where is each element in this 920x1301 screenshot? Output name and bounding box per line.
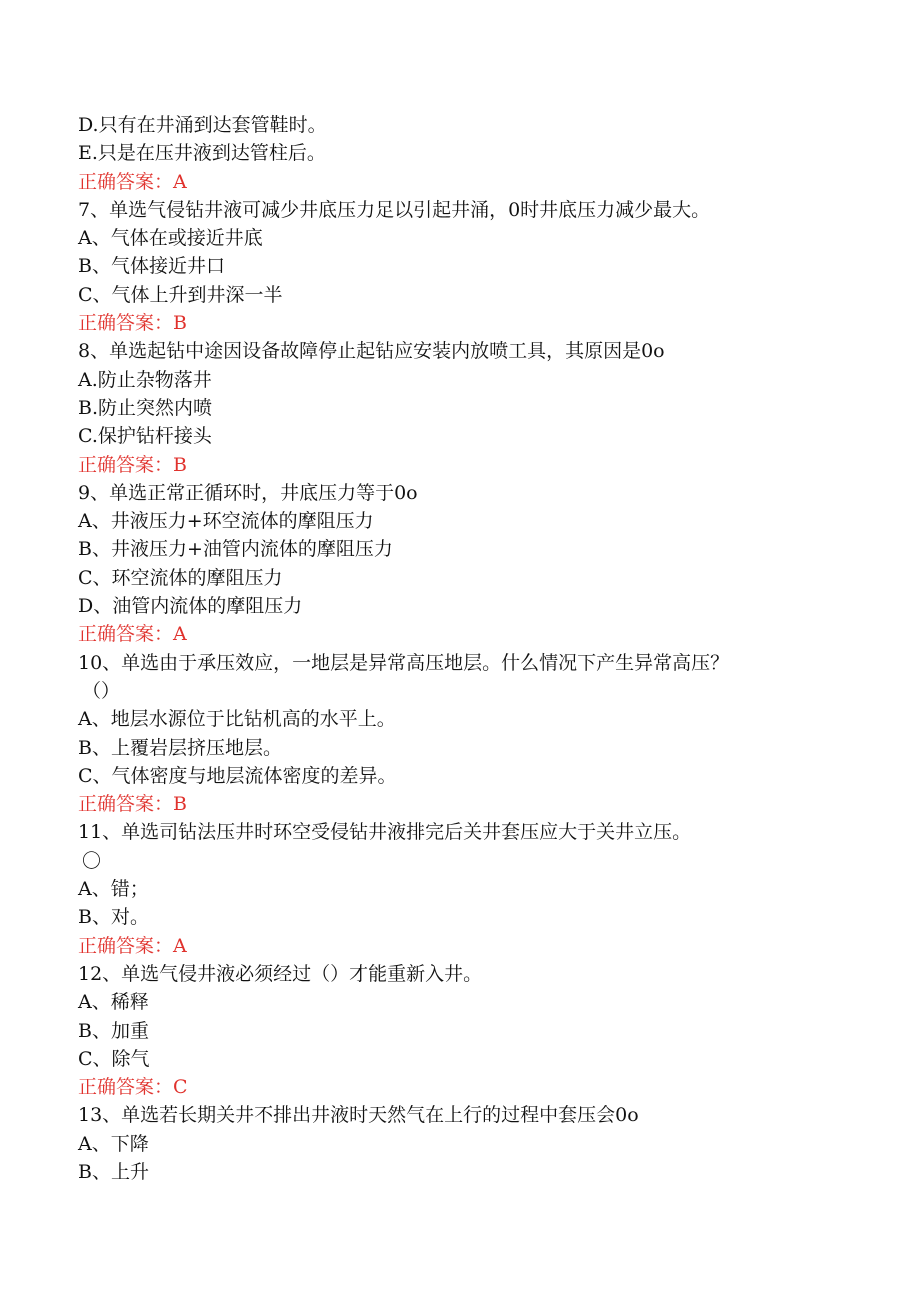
exam-content [78,111,838,1186]
question-stem: 7、单选气侵钻井液可减少井底压力足以引起井涌，0时井底压力减少最大。 [78,198,711,221]
answer-option: A、地层水源位于比钻机高的水平上。 [78,708,396,731]
question-stem: 10、单选由于承压效应，一地层是异常高压地层。什么情况下产生异常高压？ [78,651,730,674]
answer-option: B、上覆岩层挤压地层。 [78,736,282,759]
answer-option: A、井液压力+环空流体的摩阻压力 [78,510,374,533]
correct-answer: 正确答案：B [78,453,187,476]
question-stem: 13、单选若长期关井不排出井液时天然气在上行的过程中套压会0o [78,1104,639,1127]
question-stem: 8、单选起钻中途因设备故障停止起钻应安装内放喷工具，其原因是0o [78,340,665,363]
answer-option: C.保护钻杆接头 [78,425,212,448]
correct-answer: 正确答案：B [78,312,187,335]
answer-option: A、稀释 [78,991,149,1014]
answer-option: C、气体密度与地层流体密度的差异。 [78,764,397,787]
correct-answer: 正确答案：C [78,1076,188,1099]
answer-option: B、上升 [78,1160,149,1183]
answer-option: A、下降 [78,1132,149,1155]
question-stem-continuation: （） [82,679,121,702]
answer-option: A、气体在或接近井底 [78,227,263,250]
answer-option: B、对。 [78,906,149,929]
answer-option: C、环空流体的摩阻压力 [78,566,283,589]
answer-option: B.防止突然内喷 [78,396,213,419]
answer-option: A.防止杂物落井 [78,368,212,391]
question-stem: 12、单选气侵井液必须经过（）才能重新入井。 [78,962,483,985]
answer-option: C、除气 [78,1047,150,1070]
question-stem-continuation: 〇 [82,849,102,872]
correct-answer: 正确答案：A [78,623,187,646]
correct-answer: 正确答案：B [78,793,187,816]
answer-option: B、气体接近井口 [78,255,225,278]
answer-option: B、加重 [78,1019,149,1042]
answer-option: D.只有在井涌到达套管鞋时。 [78,114,327,136]
question-stem: 11、单选司钻法压井时环空受侵钻井液排完后关井套压应大于关井立压。 [78,821,692,844]
answer-option: D、油管内流体的摩阻压力 [78,595,303,618]
answer-option: C、气体上升到井深一半 [78,283,283,306]
answer-option: A、错； [78,878,149,901]
correct-answer: 正确答案：A [78,170,187,193]
answer-option: B、井液压力+油管内流体的摩阻压力 [78,538,393,561]
question-stem: 9、单选正常正循环时，井底压力等于0o [78,481,418,504]
answer-option: E.只是在压井液到达管柱后。 [78,142,326,165]
correct-answer: 正确答案：A [78,934,187,957]
